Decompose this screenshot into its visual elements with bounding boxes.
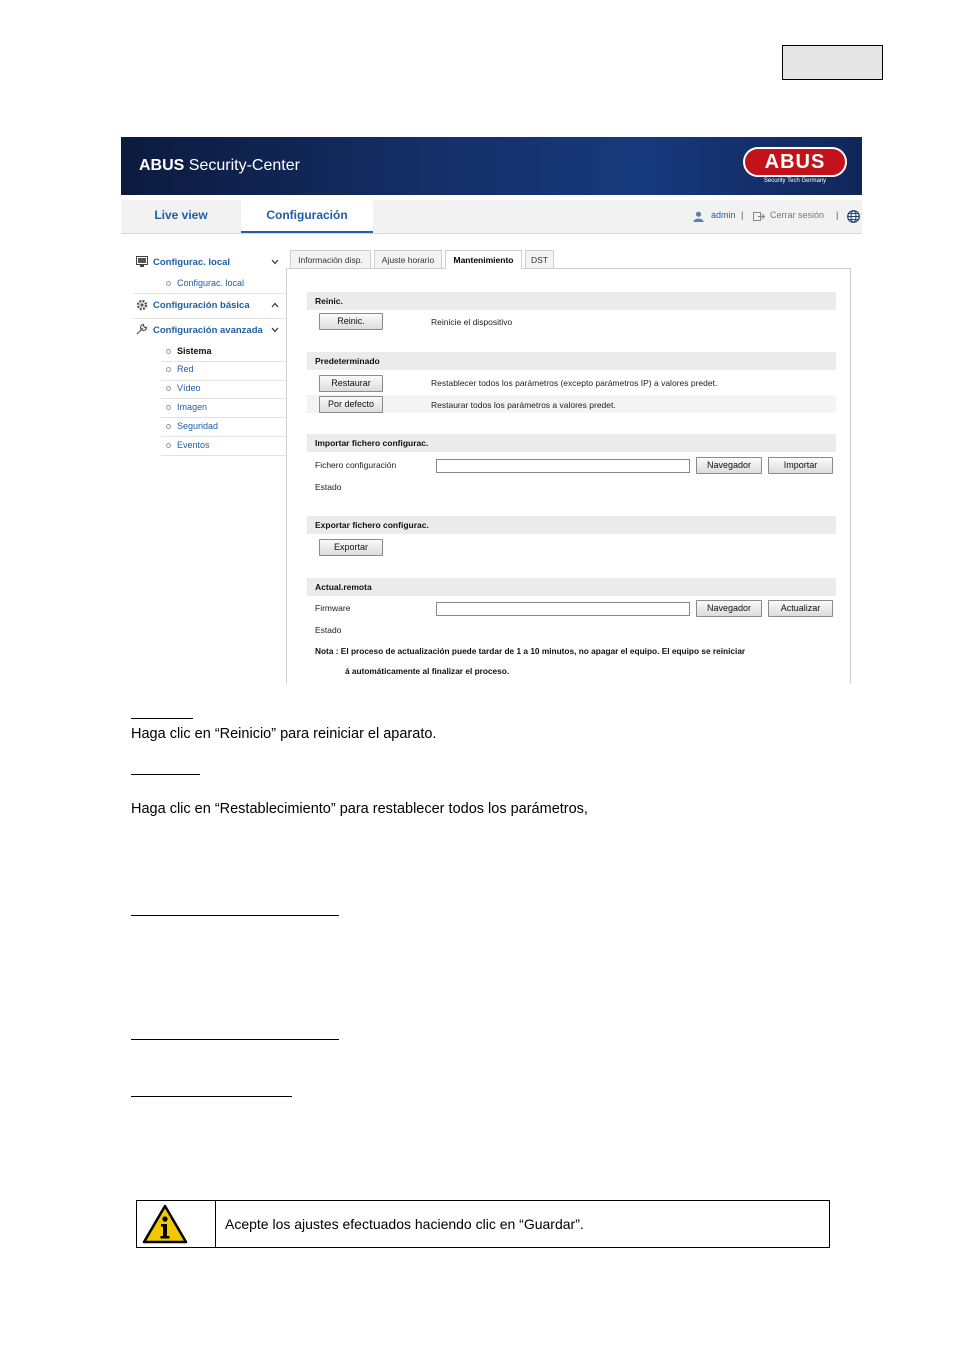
divider [161,455,287,456]
tab-informacion[interactable]: Información disp. [290,250,371,268]
section-exportar: Exportar fichero configurac. [307,516,836,534]
maintenance-screenshot [121,137,862,684]
heading-underline [131,718,193,719]
chevron-down-icon [271,259,279,265]
heading-underline [131,774,200,775]
import-button[interactable]: Importar [768,457,833,474]
section-predeterminado: Predeterminado [307,352,836,370]
restore-description: Restablecer todos los parámetros (excepto parámetros IP) a valores predet. [431,378,718,388]
nav-separator-2: | [836,210,839,220]
bullet-icon [166,405,171,410]
restore-button[interactable]: Restaurar [319,375,383,392]
divider [161,436,287,437]
nav-separator: | [741,210,744,220]
tab-mantenimiento[interactable]: Mantenimiento [445,250,522,269]
config-file-input[interactable] [436,459,690,473]
sidebar-item-imagen[interactable]: Imagen [177,402,208,412]
tab-panel [286,268,851,684]
bullet-icon [166,349,171,354]
bullet-icon [166,386,171,391]
tab-dst[interactable]: DST [525,250,554,268]
info-box-text: Acepte los ajustes efectuados haciendo clic en “Guardar”. [225,1216,584,1232]
gear-icon [136,299,148,311]
sidebar-item-red[interactable]: Red [177,364,194,374]
firmware-label: Firmware [315,603,351,613]
bullet-icon [166,281,171,286]
sidebar-basic[interactable]: Configuración básica [153,300,250,311]
heading-underline [131,1096,292,1097]
tab-ajuste-horario[interactable]: Ajuste horario [374,250,442,268]
update-note-cont: á automáticamente al finalizar el proceso. [345,666,510,676]
sidebar-advanced[interactable]: Configuración avanzada [153,325,263,336]
divider [161,417,287,418]
divider [161,361,287,362]
reboot-button[interactable]: Reinic. [319,313,383,330]
browse-config-button[interactable]: Navegador [696,457,762,474]
config-file-label: Fichero configuración [315,460,397,470]
heading-underline [131,915,339,916]
section-reinic: Reinic. [307,292,836,310]
bullet-icon [166,443,171,448]
warning-icon [142,1204,188,1244]
user-name[interactable]: admin [711,210,736,220]
bullet-icon [166,367,171,372]
globe-icon[interactable] [847,210,860,223]
sidebar-local-sub[interactable]: Configurac. local [177,278,245,288]
top-nav [121,200,862,234]
import-status-label: Estado [315,482,342,492]
divider [133,293,287,294]
divider [161,398,287,399]
chevron-up-icon [271,302,279,308]
firmware-input[interactable] [436,602,690,616]
logout-link[interactable]: Cerrar sesión [770,210,825,220]
divider [161,380,287,381]
reboot-instructions: Haga clic en “Reinicio” para reiniciar el aparato. [131,726,437,742]
logout-icon [753,212,765,221]
browse-firmware-button[interactable]: Navegador [696,600,762,617]
wrench-icon [136,323,148,335]
header-banner [121,137,862,195]
info-box-divider [215,1200,216,1248]
reboot-description: Reinicie el dispositivo [431,317,513,327]
heading-underline [131,1039,339,1040]
section-importar: Importar fichero configurac. [307,434,836,452]
language-box [782,45,883,80]
chevron-down-icon [271,327,279,333]
section-actual-remota: Actual.remota [307,578,836,596]
sidebar-item-seguridad[interactable]: Seguridad [177,421,219,431]
sidebar-item-sistema[interactable]: Sistema [177,346,212,356]
user-icon [693,211,704,222]
update-status-label: Estado [315,625,342,635]
default-description: Restaurar todos los parámetros a valores predet. [431,400,616,410]
update-note: Nota : El proceso de actualización puede tardar de 1 a 10 minutos, no apagar el equipo. El equipo se reiniciar [315,646,746,656]
nav-configuracion[interactable]: Configuración [241,200,373,233]
abus-logo: ABUS [743,147,847,177]
brand-title: ABUS Security-Center [139,157,300,174]
sidebar-item-eventos[interactable]: Eventos [177,440,210,450]
default-button[interactable]: Por defecto [319,396,383,413]
sidebar-local[interactable]: Configurac. local [153,257,231,268]
update-button[interactable]: Actualizar [768,600,833,617]
reset-instructions: Haga clic en “Restablecimiento” para restablecer todos los parámetros, [131,801,588,817]
export-button[interactable]: Exportar [319,539,383,556]
local-config-icon [136,256,148,267]
bullet-icon [166,424,171,429]
sidebar-item-video[interactable]: Vídeo [177,383,201,393]
nav-live-view[interactable]: Live view [154,208,208,222]
abus-tagline: Security Tech Germany [763,178,827,184]
divider [133,318,287,319]
